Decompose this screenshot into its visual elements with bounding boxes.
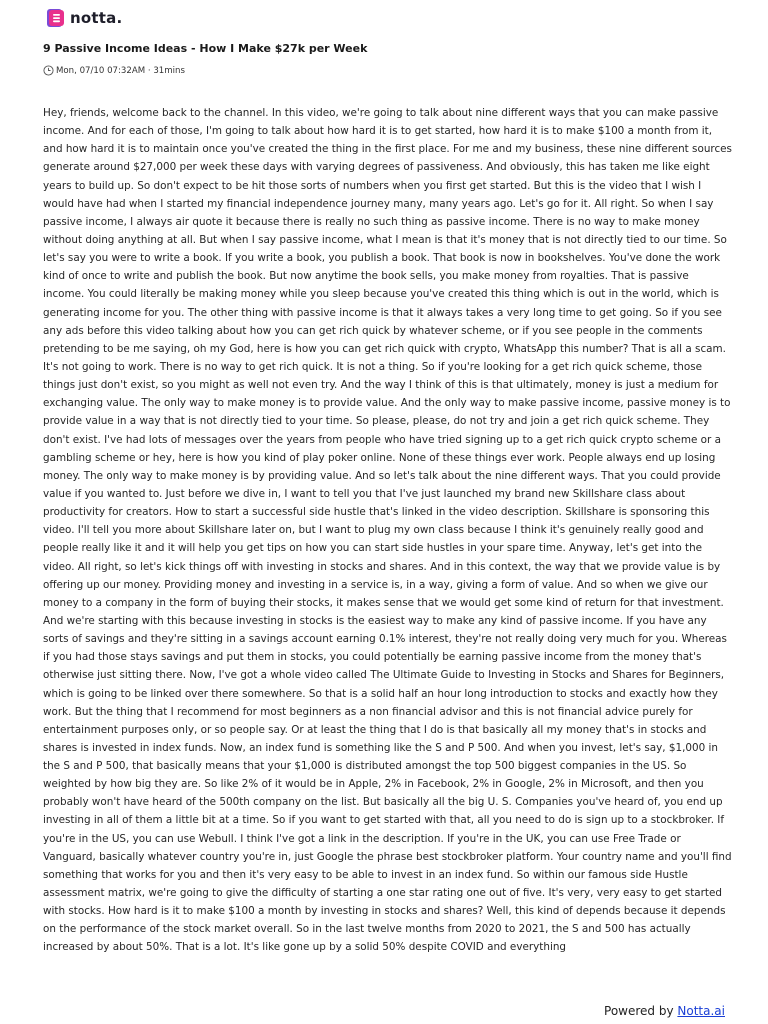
brand-name: notta. bbox=[70, 9, 123, 27]
document-meta bbox=[43, 65, 185, 76]
brand-logo bbox=[46, 8, 122, 28]
notta-logo-icon bbox=[46, 8, 66, 28]
clock-icon bbox=[43, 65, 54, 76]
meta-text: Mon, 07/10 07:32AM · 31mins bbox=[56, 65, 185, 76]
powered-by-label: Powered by bbox=[604, 1004, 678, 1018]
notta-link[interactable]: Notta.ai bbox=[677, 1004, 725, 1018]
document-title: 9 Passive Income Ideas - How I Make $27k per Week bbox=[43, 42, 368, 55]
powered-by-footer bbox=[604, 1004, 725, 1018]
transcript-text: Hey, friends, welcome back to the channel. In this video, we're going to talk about nine different ways that you can make passive income. And for each of those, I'm going to talk about how hard it is to get started, how hard it is to make $100 a month from it, and how hard it is to maintain once you've created the thing in the first place. For me and my business, these nine different sources generate around $27,000 per week these days with varying degrees of passiveness. And obviously, this has taken me like eight years to build up. So don't expect to be hit those sorts of numbers when you first get started. But this is the video that I wish I would have had when I started my financial independence journey many, many years ago. Let's go for it. All right. So when I say passive income, I always air quote it because there is really no such thing as passive income. There is no way to make money without doing anything at all. But when I say passive income, what I mean is that it's money that is not directly tied to our time. So let's say you were to write a book. If you write a book, you publish a book. That book is now in bookshelves. You've done the work kind of once to write and publish the book. But now anytime the book sells, you make money from royalties. That is passive income. You could literally be making money while you sleep because you've created this thing which is out in the world, which is generating income for you. The other thing with passive income is that it always takes a very long time to get going. So if you see any ads before this video talking about how you can get rich quick by whatever scheme, or if you see people in the comments pretending to be me saying, oh my God, here is how you can get rich quick with crypto, WhatsApp this number? That is all a scam. It's not going to work. There is no way to get rich quick. It is not a thing. So if you're looking for a get rich quick scheme, those things just don't exist, so you might as well not even try. And the way I think of this is that ultimately, money is just a medium for exchanging value. The only way to make money is to provide value. And the only way to make passive income, passive money is to provide value in a way that is not directly tied to your time. So please, please, do not try and join a get rich quick scheme. They don't exist. I've had lots of messages over the years from people who have tried signing up to a get rich quick crypto scheme or a gambling scheme or hey, here is how you kind of play poker online. None of these things ever work. People always end up losing money. The only way to make money is by providing value. And so let's talk about the nine different ways. That you could provide value if you wanted to. Just before we dive in, I want to tell you that I've just launched my brand new Skillshare class about productivity for creators. How to start a successful side hustle that's linked in the video description. Skillshare is sponsoring this video. I'll tell you more about Skillshare later on, but I want to plug my own class because I think it's genuinely really good and people really like it and it will help you get tips on how you can start side hustles in your spare time. Anyway, let's get into the video. All right, so let's kick things off with investing in stocks and shares. And in this context, the way that we provide value is by offering up our money. Providing money and investing in a service is, in a way, giving a form of value. And so when we give our money to a company in the form of buying their stocks, it makes sense that we would get some kind of return for that investment. And we're starting with this because investing in stocks is the easiest way to make any kind of passive income. If you have any sorts of savings and they're sitting in a savings account earning 0.1% interest, they're not really doing very much for you. Whereas if you had those stays savings and put them in stocks, you could potentially be earning passive income from the money that's otherwise just sitting there. Now, I've got a whole video called The Ultimate Guide to Investing in Stocks and Shares for Beginners, which is going to be linked over there somewhere. So that is a solid half an hour long introduction to stocks and exactly how they work. But the thing that I recommend for most beginners as a non financial advisor and this is not financial advice purely for entertainment purposes only, or so people say. Or at least the thing that I do is that basically all my money that's in stocks and shares is invested in index funds. Now, an index fund is something like the S and P 500. And when you invest, let's say, $1,000 in the S and P 500, that basically means that your $1,000 is distributed amongst the top 500 biggest companies in the US. So weighted by how big they are. So like 2% of it would be in Apple, 2% in Facebook, 2% in Google, 2% in Microsoft, and then you probably won't have heard of the 500th company on the list. But basically all the big U. S. Companies you've heard of, you end up investing in all of them a little bit at a time. So if you want to get started with that, all you need to do is sign up to a stockbroker. If you're in the US, you can use Webull. I think I've got a link in the description. If you're in the UK, you can use Free Trade or Vanguard, basically whatever country you're in, just Google the phrase best stockbroker platform. Your country name and you'll find something that works for you and then it's very easy to be able to invest in an index fund. So within our famous side Hustle assessment matrix, we're going to give the difficulty of starting a one star rating one out of five. It's very, very easy to get started with stocks. How hard is it to make $100 a month by investing in stocks and shares? Well, this kind of depends because it depends on the performance of the stock market overall. So in the last twelve months from 2020 to 2021, the S and 500 has actually increased by about 50%. That is a lot. It's like gone up by a solid 50% despite COVID and everything bbox=[43, 107, 732, 954]
